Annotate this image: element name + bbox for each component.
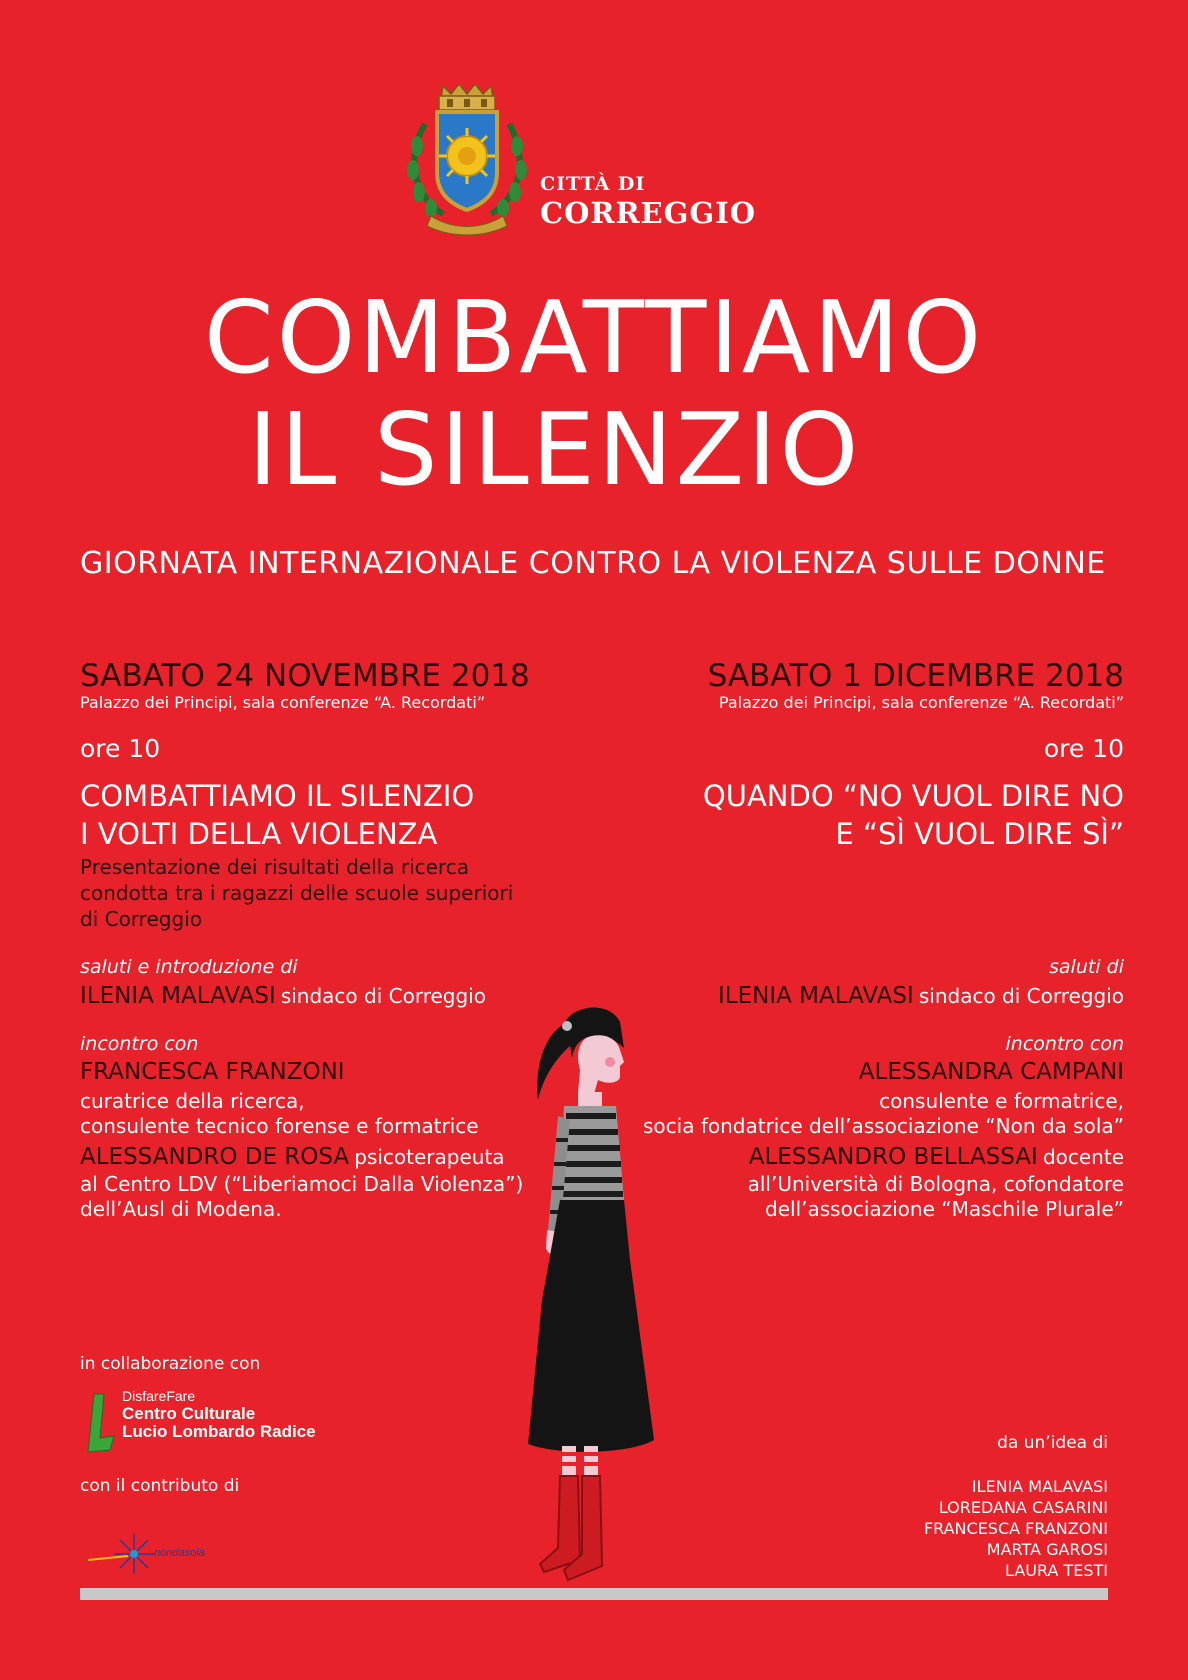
nondasola-logo-icon <box>82 1512 232 1592</box>
right-event-title-1: QUANDO “NO VUOL DIRE NO <box>702 779 1124 813</box>
right-hour: ore 10 <box>1043 734 1124 763</box>
idea-names-list <box>924 1476 1108 1581</box>
idea-name: MARTA GAROSI <box>986 1540 1108 1559</box>
right-event-title-2: E “SÌ VUOL DIRE SÌ” <box>835 817 1124 851</box>
city-label: CITTÀ DI <box>540 173 646 195</box>
left-date: SABATO 24 NOVEMBRE 2018 <box>80 658 530 694</box>
left-desc-2: condotta tra i ragazzi delle scuole superiori <box>80 881 514 905</box>
disfarefare-logo-icon <box>84 1392 116 1454</box>
left-speaker1-role2: consulente tecnico forense e formatrice <box>80 1114 479 1138</box>
right-speaker2-name: ALESSANDRO BELLASSAI <box>748 1144 1038 1170</box>
left-speaker2-name: ALESSANDRO DE ROSA <box>80 1144 350 1170</box>
collab-org-line1: Centro Culturale <box>122 1404 256 1423</box>
right-speaker2-role1: docente <box>1042 1145 1124 1169</box>
coat-of-arms-icon <box>403 84 538 239</box>
left-desc-3: di Correggio <box>80 907 202 931</box>
right-greet-name: ILENIA MALAVASI <box>718 983 914 1009</box>
left-event-title-1: COMBATTIAMO IL SILENZIO <box>80 779 475 813</box>
idea-label: da un’idea di <box>997 1433 1108 1453</box>
contrib-label: con il contributo di <box>80 1476 240 1496</box>
right-greet-label: saluti di <box>1049 956 1124 978</box>
left-meet-label: incontro con <box>80 1033 199 1055</box>
idea-name: ILENIA MALAVASI <box>971 1477 1108 1496</box>
bottom-bar <box>80 1588 1108 1600</box>
right-speaker1-role2: socia fondatrice dell’associazione “Non da sola” <box>643 1114 1124 1138</box>
collab-label: in collaborazione con <box>80 1354 261 1374</box>
left-speaker1-role1: curatrice della ricerca, <box>80 1089 305 1113</box>
left-speaker2-role2: al Centro LDV (“Liberiamoci Dalla Violenza”) <box>80 1172 524 1196</box>
right-speaker1-role1: consulente e formatrice, <box>879 1089 1124 1113</box>
right-speaker2-role2: all’Università di Bologna, cofondatore <box>747 1172 1124 1196</box>
left-greet-name: ILENIA MALAVASI <box>80 983 276 1009</box>
idea-name: LOREDANA CASARINI <box>938 1498 1108 1517</box>
right-place: Palazzo dei Principi, sala conferenze “A. Recordati” <box>718 693 1124 712</box>
left-greet-label: saluti e introduzione di <box>80 956 298 978</box>
left-desc-1: Presentazione dei risultati della ricerca <box>80 855 469 879</box>
idea-name: LAURA TESTI <box>1005 1561 1108 1580</box>
right-speaker1-name: ALESSANDRA CAMPANI <box>858 1059 1124 1085</box>
left-hour: ore 10 <box>80 734 161 763</box>
left-event-title-2: I VOLTI DELLA VIOLENZA <box>80 817 438 851</box>
collab-org-small: DisfareFare <box>122 1388 196 1404</box>
idea-name: FRANCESCA FRANZONI <box>923 1519 1108 1538</box>
collab-org-line2: Lucio Lombardo Radice <box>122 1422 316 1441</box>
right-meet-label: incontro con <box>1005 1033 1124 1055</box>
subtitle: GIORNATA INTERNAZIONALE CONTRO LA VIOLENZA SULLE DONNE <box>80 546 1106 581</box>
city-name: CORREGGIO <box>540 196 757 230</box>
main-title-line2: IL SILENZIO <box>248 391 862 508</box>
left-speaker2-role1: psicoterapeuta <box>354 1145 505 1169</box>
right-greet-role: sindaco di Correggio <box>918 984 1124 1008</box>
right-date: SABATO 1 DICEMBRE 2018 <box>707 658 1124 694</box>
woman-figure-illustration <box>520 1000 680 1590</box>
left-speaker1-name: FRANCESCA FRANZONI <box>80 1059 345 1085</box>
left-place: Palazzo dei Principi, sala conferenze “A. Recordati” <box>80 693 486 712</box>
right-speaker2-role3: dell’associazione “Maschile Plurale” <box>765 1197 1124 1221</box>
left-speaker2-role3: dell’Ausl di Modena. <box>80 1197 282 1221</box>
left-greet-role: sindaco di Correggio <box>280 984 486 1008</box>
nondasola-logo-text: nondasola <box>154 1547 205 1559</box>
main-title-line1: COMBATTIAMO <box>203 279 985 396</box>
